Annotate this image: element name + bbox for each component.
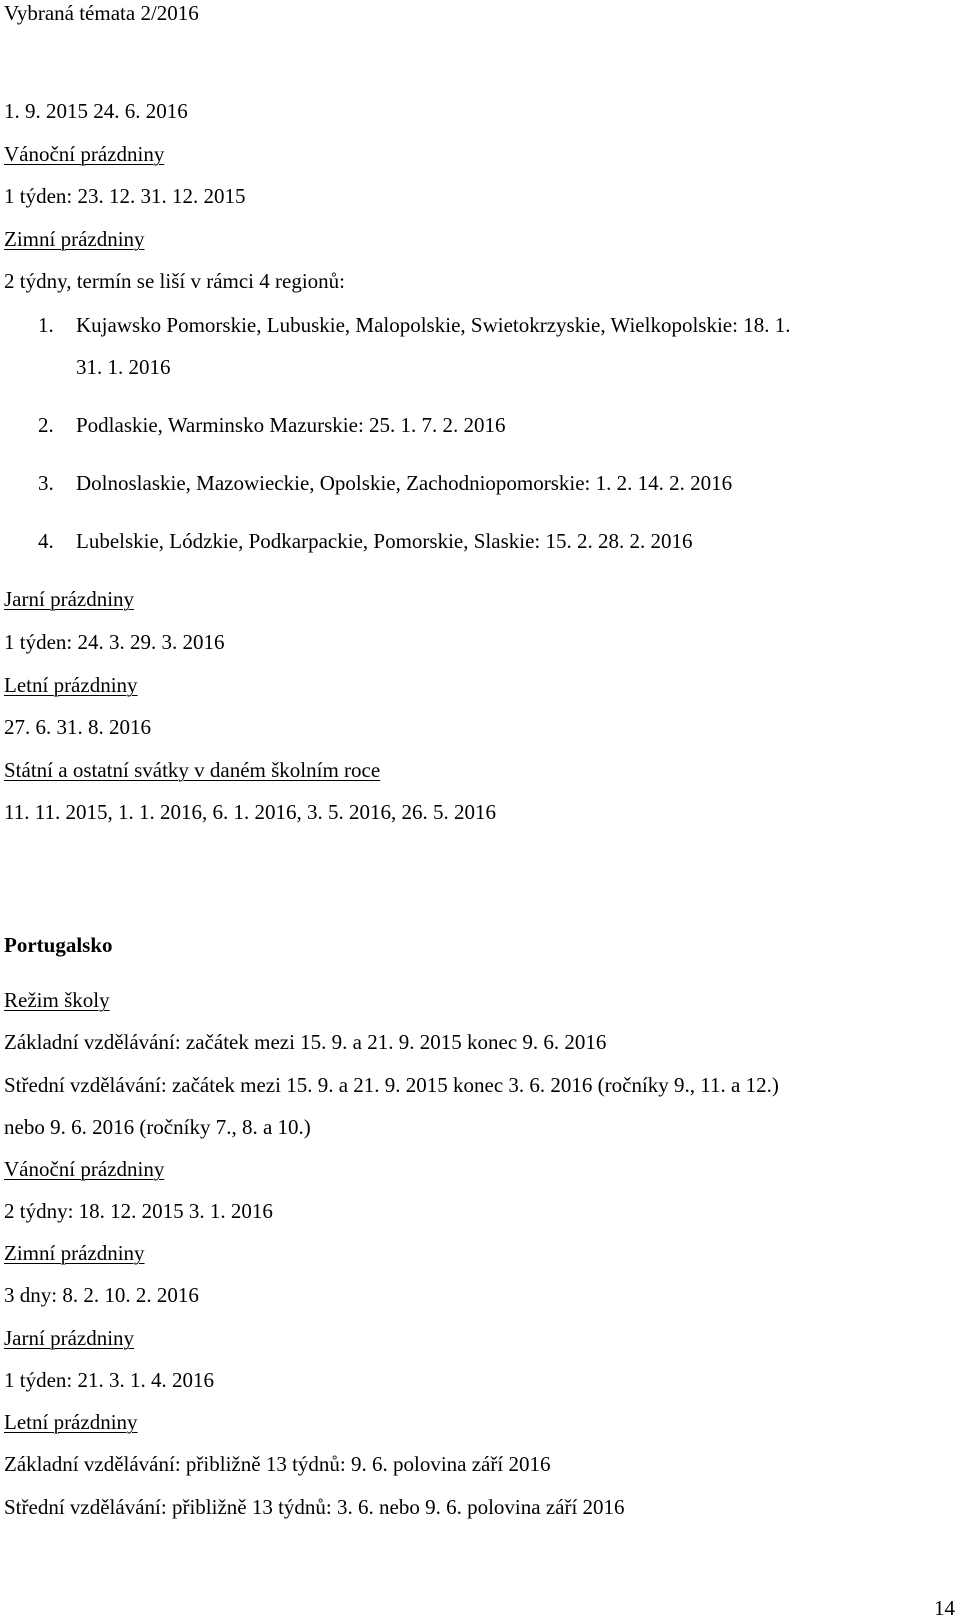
- running-header: Vybraná témata 2/2016: [4, 1, 199, 25]
- summer-heading: Letní prázdniny: [4, 673, 138, 697]
- region-number: 4.: [38, 529, 54, 553]
- region-number: 3.: [38, 471, 54, 495]
- region-number: 2.: [38, 413, 54, 437]
- summer-text: 27. 6. 31. 8. 2016: [4, 715, 151, 739]
- region-text: Lubelskie, Lódzkie, Podkarpackie, Pomorskie, Slaskie: 15. 2. 28. 2. 2016: [76, 529, 693, 553]
- page-number: 14: [934, 1596, 955, 1620]
- summer-heading: Letní prázdniny: [4, 1410, 138, 1434]
- winter-heading: Zimní prázdniny: [4, 227, 145, 251]
- christmas-text: 2 týdny: 18. 12. 2015 3. 1. 2016: [4, 1199, 273, 1223]
- secondary-education-dates: Střední vzdělávání: začátek mezi 15. 9. a 21. 9. 2015 konec 3. 6. 2016 (ročníky 9., 11. a 12.): [4, 1073, 779, 1097]
- christmas-text: 1 týden: 23. 12. 31. 12. 2015: [4, 184, 246, 208]
- school-year-dates: 1. 9. 2015 24. 6. 2016: [4, 99, 188, 123]
- region-text: Dolnoslaskie, Mazowieckie, Opolskie, Zachodniopomorskie: 1. 2. 14. 2. 2016: [76, 471, 733, 495]
- summer-basic-text: Základní vzdělávání: přibližně 13 týdnů: 9. 6. polovina září 2016: [4, 1452, 551, 1476]
- spring-text: 1 týden: 24. 3. 29. 3. 2016: [4, 630, 225, 654]
- summer-secondary-text: Střední vzdělávání: přibližně 13 týdnů: 3. 6. nebo 9. 6. polovina září 2016: [4, 1495, 625, 1519]
- winter-heading: Zimní prázdniny: [4, 1241, 145, 1265]
- region-text: Kujawsko Pomorskie, Lubuskie, Malopolskie, Swietokrzyskie, Wielkopolskie: 18. 1.: [76, 313, 791, 337]
- christmas-heading: Vánoční prázdniny: [4, 1157, 165, 1181]
- spring-heading: Jarní prázdniny: [4, 587, 135, 611]
- spring-heading: Jarní prázdniny: [4, 1326, 135, 1350]
- spring-text: 1 týden: 21. 3. 1. 4. 2016: [4, 1368, 214, 1392]
- school-regime-heading: Režim školy: [4, 988, 110, 1012]
- holidays-heading: Státní a ostatní svátky v daném školním roce: [4, 758, 381, 782]
- winter-intro: 2 týdny, termín se liší v rámci 4 regionů:: [4, 269, 345, 293]
- region-number: 1.: [38, 313, 54, 337]
- country-title: Portugalsko: [4, 933, 113, 957]
- christmas-heading: Vánoční prázdniny: [4, 142, 165, 166]
- secondary-education-dates-continued: nebo 9. 6. 2016 (ročníky 7., 8. a 10.): [4, 1115, 311, 1139]
- region-text-continued: 31. 1. 2016: [76, 355, 171, 379]
- winter-text: 3 dny: 8. 2. 10. 2. 2016: [4, 1283, 199, 1307]
- basic-education-dates: Základní vzdělávání: začátek mezi 15. 9. a 21. 9. 2015 konec 9. 6. 2016: [4, 1030, 607, 1054]
- holidays-text: 11. 11. 2015, 1. 1. 2016, 6. 1. 2016, 3. 5. 2016, 26. 5. 2016: [4, 800, 496, 824]
- region-text: Podlaskie, Warminsko Mazurskie: 25. 1. 7. 2. 2016: [76, 413, 506, 437]
